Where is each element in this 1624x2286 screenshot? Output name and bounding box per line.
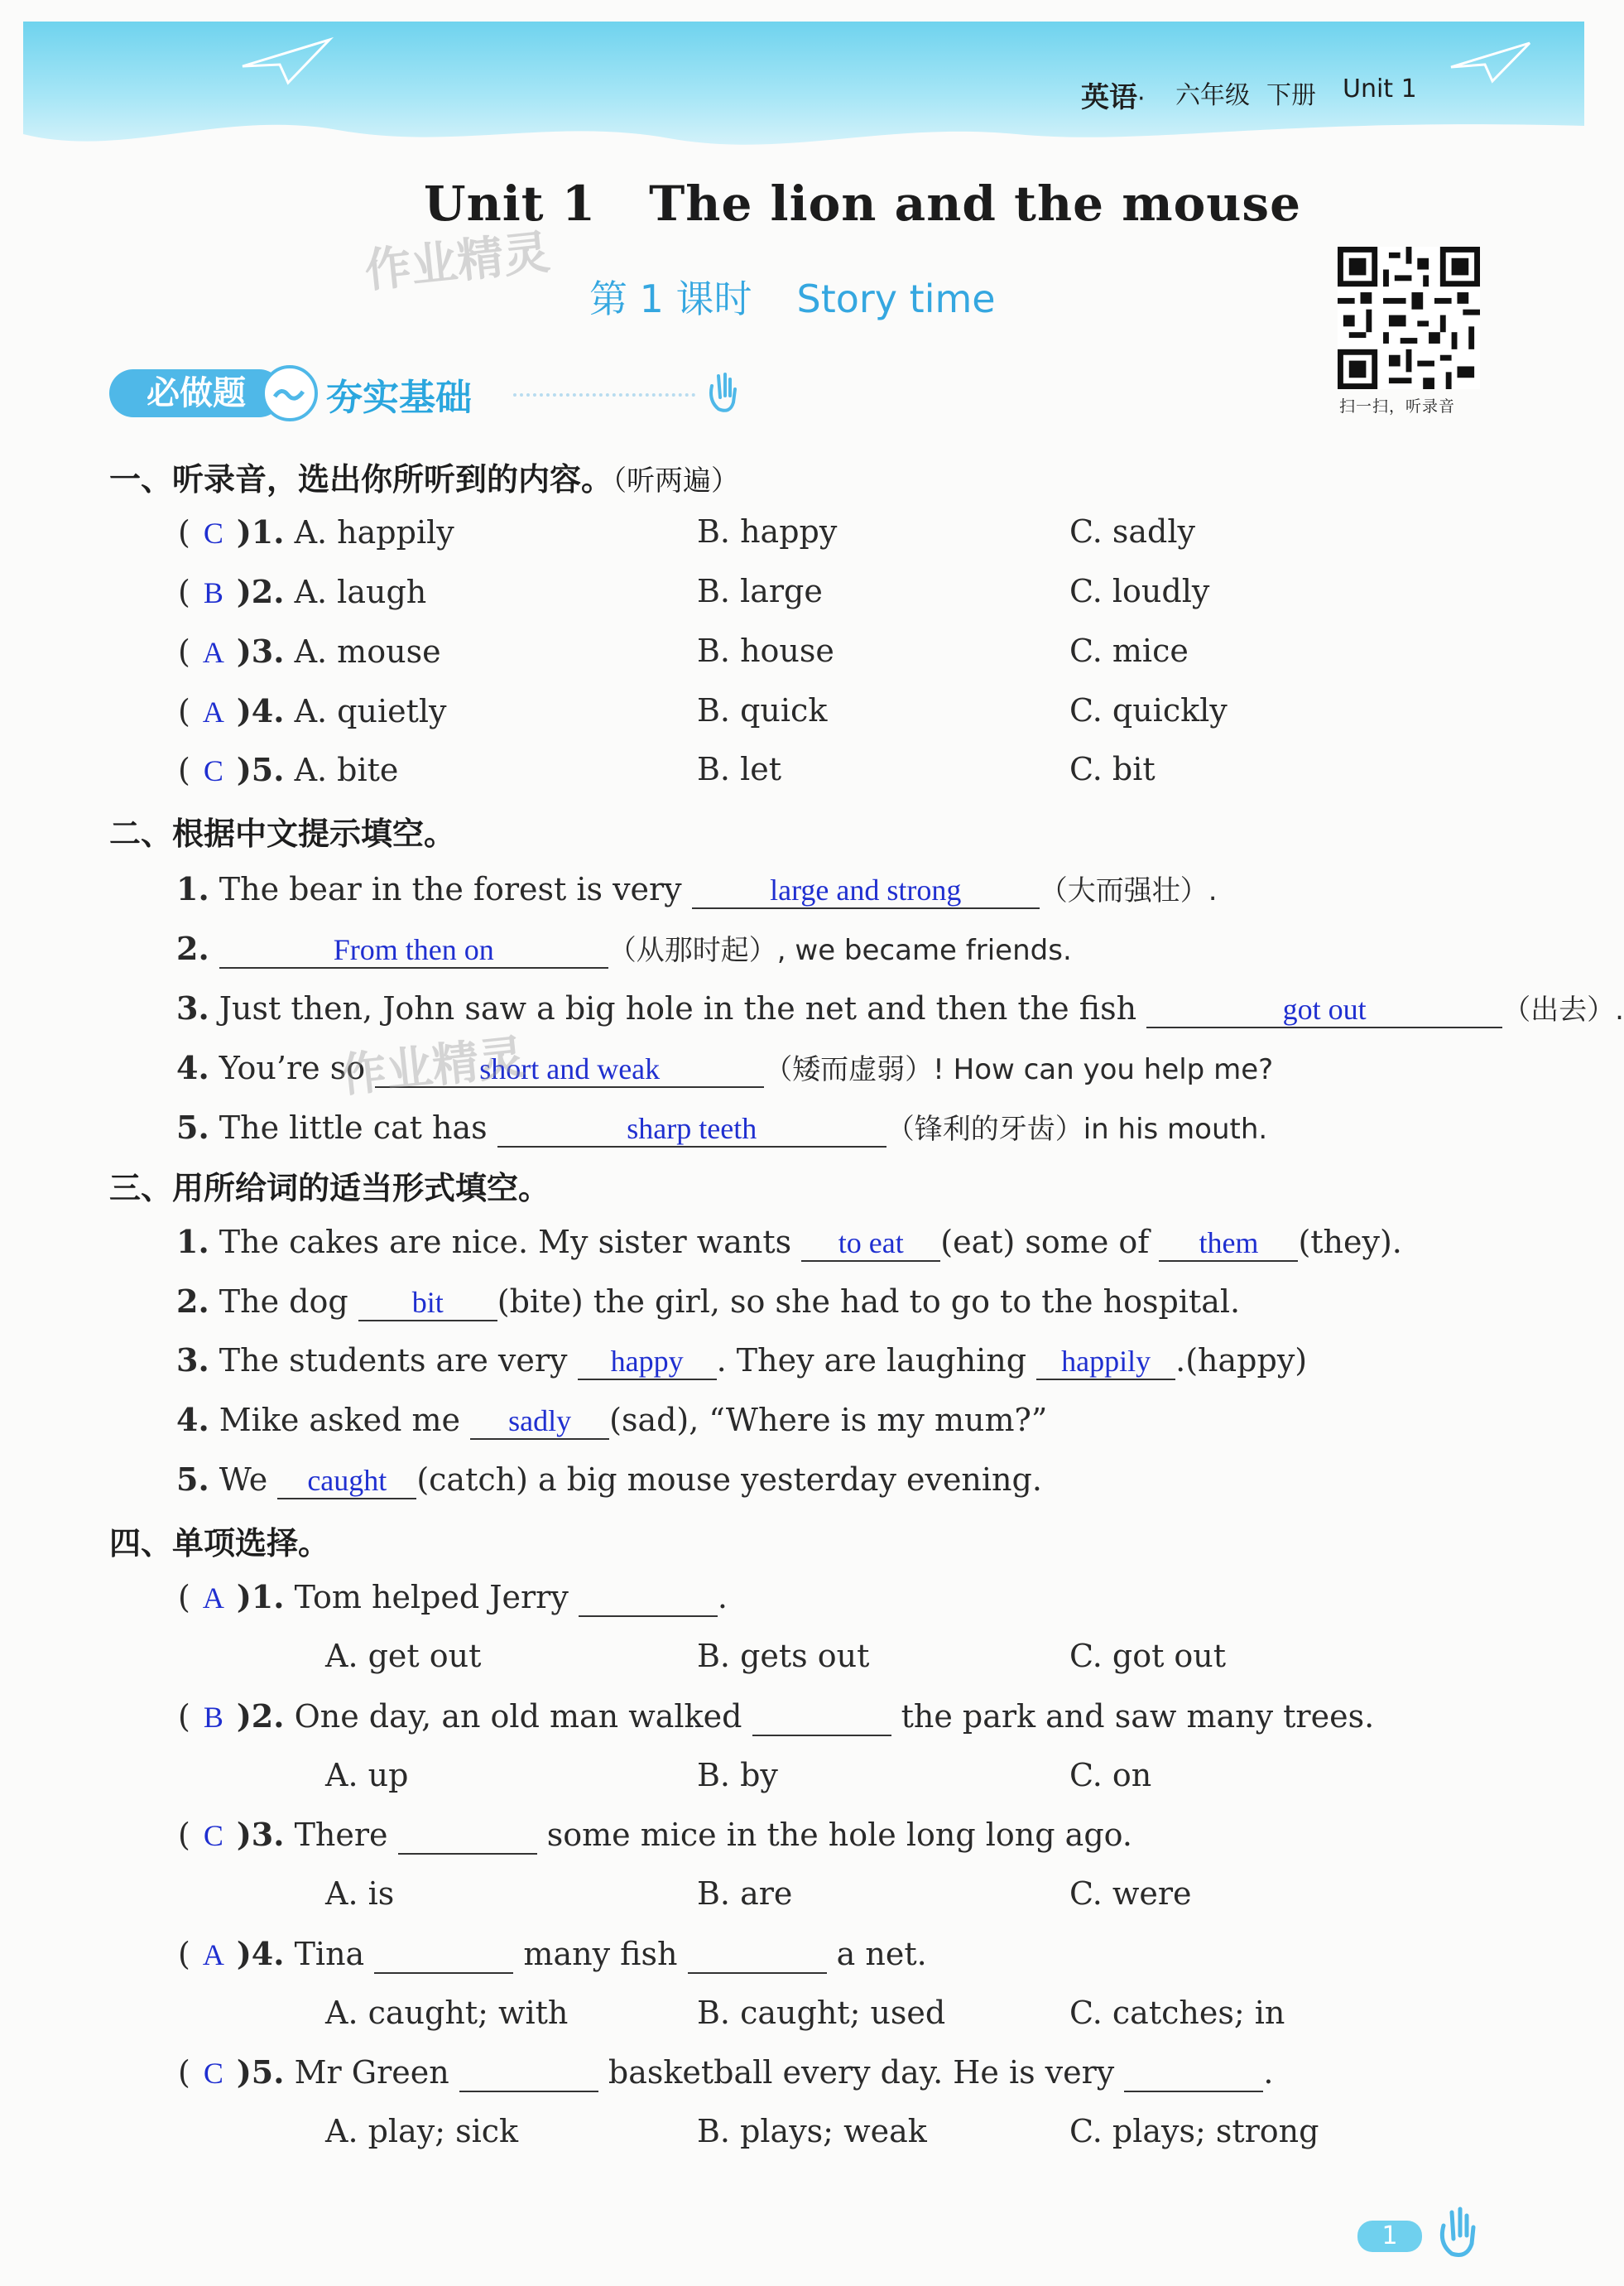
s1-q4-option-c: C. quickly — [1069, 692, 1228, 729]
s4-q2: ( B )2. One day, an old man walked the park and saw many trees. — [178, 1697, 1375, 1735]
s4-q1-option-c: C. got out — [1069, 1638, 1227, 1674]
s1-q5-option-c: C. bit — [1069, 751, 1156, 787]
s1-q1: ( C )1. A. happily — [178, 513, 454, 551]
hand-icon — [1432, 2202, 1482, 2262]
s4-q5-option-c: C. plays; strong — [1069, 2113, 1319, 2149]
s4-q3-option-b: B. are — [697, 1875, 793, 1912]
required-badge: 必做题 — [109, 369, 283, 417]
wave-icon — [262, 365, 318, 421]
s4-q4-option-a: A. caught; with — [325, 1995, 569, 2031]
s4-q3: ( C )3. There some mice in the hole long long ago. — [178, 1816, 1132, 1853]
s1-q2-option-c: C. loudly — [1069, 573, 1210, 609]
s1-q4: ( A )4. A. quietly — [178, 692, 447, 729]
s2-q2: 2. From then on （从那时起）, we became friends. — [176, 930, 1072, 967]
s1-q3: ( A )3. A. mouse — [178, 633, 441, 670]
s2-q3: 3. Just then, John saw a big hole in the net and then the fish got out （出去）. — [176, 989, 1624, 1027]
s3-q1: 1. The cakes are nice. My sister wants to eat (eat) some of them (they). — [176, 1223, 1402, 1260]
s1-q1-option-c: C. sadly — [1069, 513, 1195, 550]
s4-q2-option-b: B. by — [697, 1757, 778, 1793]
section4-heading: 四、单项选择。 — [109, 1525, 330, 1562]
watermark: 作业精灵 — [337, 1030, 528, 1104]
s2-q4: 4. You’re so short and weak （矮而虚弱）! How can you help me? — [176, 1049, 1274, 1086]
s1-q2: ( B )2. A. laugh — [178, 573, 427, 610]
header-volume: 下册 — [1266, 81, 1316, 110]
lesson-subtitle: 第 1 课时 Story time — [589, 277, 996, 321]
qr-code-icon — [1338, 247, 1480, 389]
s1-q1-option-b: B. happy — [697, 513, 838, 550]
s4-q2-option-c: C. on — [1069, 1757, 1152, 1793]
s4-q2-option-a: A. up — [325, 1757, 409, 1793]
paper-plane-icon — [238, 33, 338, 91]
dotted-divider — [513, 393, 695, 397]
s4-q3-option-c: C. were — [1069, 1875, 1192, 1912]
s1-q3-option-b: B. house — [697, 633, 834, 669]
s1-q5: ( C )5. A. bite — [178, 751, 399, 788]
page-title: Unit 1 The lion and the mouse — [424, 176, 1301, 232]
s1-q5-option-b: B. let — [697, 751, 781, 787]
section1-heading: 一、听录音，选出你所听到的内容。（听两遍） — [109, 461, 740, 498]
section2-heading: 二、根据中文提示填空。 — [109, 816, 456, 852]
s4-q4-option-c: C. catches; in — [1069, 1995, 1285, 2031]
s4-q1-option-b: B. gets out — [697, 1638, 870, 1674]
basics-heading: 夯实基础 — [326, 377, 472, 419]
s3-q4: 4. Mike asked me sadly (sad), “Where is my mum?” — [176, 1401, 1048, 1438]
header-unit: Unit 1 — [1343, 75, 1417, 103]
header-subject: 英语· — [1081, 81, 1146, 114]
s4-q5-option-a: A. play; sick — [325, 2113, 519, 2149]
section3-heading: 三、用所给词的适当形式填空。 — [109, 1170, 550, 1206]
hand-icon — [700, 369, 738, 416]
s3-q3: 3. The students are very happy . They are laughing happily .(happy) — [176, 1341, 1308, 1379]
s4-q5-option-b: B. plays; weak — [697, 2113, 927, 2149]
s1-q2-option-b: B. large — [697, 573, 823, 609]
s2-q5: 5. The little cat has sharp teeth （锋利的牙齿）in his mouth. — [176, 1109, 1268, 1146]
s4-q1-option-a: A. get out — [325, 1638, 482, 1674]
qr-caption: 扫一扫，听录音 — [1339, 397, 1456, 416]
page-number: 1 — [1357, 2221, 1422, 2252]
s3-q5: 5. We caught (catch) a big mouse yesterday evening. — [176, 1461, 1042, 1498]
s4-q5: ( C )5. Mr Green basketball every day. He is very . — [178, 2053, 1274, 2091]
banner-wave — [23, 101, 1584, 159]
s4-q4: ( A )4. Tina many fish a net. — [178, 1935, 927, 1972]
s4-q1: ( A )1. Tom helped Jerry . — [178, 1578, 728, 1615]
s4-q3-option-a: A. is — [325, 1875, 395, 1912]
s4-q4-option-b: B. caught; used — [697, 1995, 946, 2031]
s3-q2: 2. The dog bit (bite) the girl, so she had to go to the hospital. — [176, 1283, 1241, 1320]
s2-q1: 1. The bear in the forest is very large and strong （大而强壮）. — [176, 870, 1218, 907]
paper-plane-icon — [1447, 38, 1538, 88]
s1-q4-option-b: B. quick — [697, 692, 828, 729]
header-grade: 六年级 — [1175, 81, 1250, 110]
watermark: 作业精灵 — [362, 225, 553, 299]
s1-q3-option-c: C. mice — [1069, 633, 1189, 669]
